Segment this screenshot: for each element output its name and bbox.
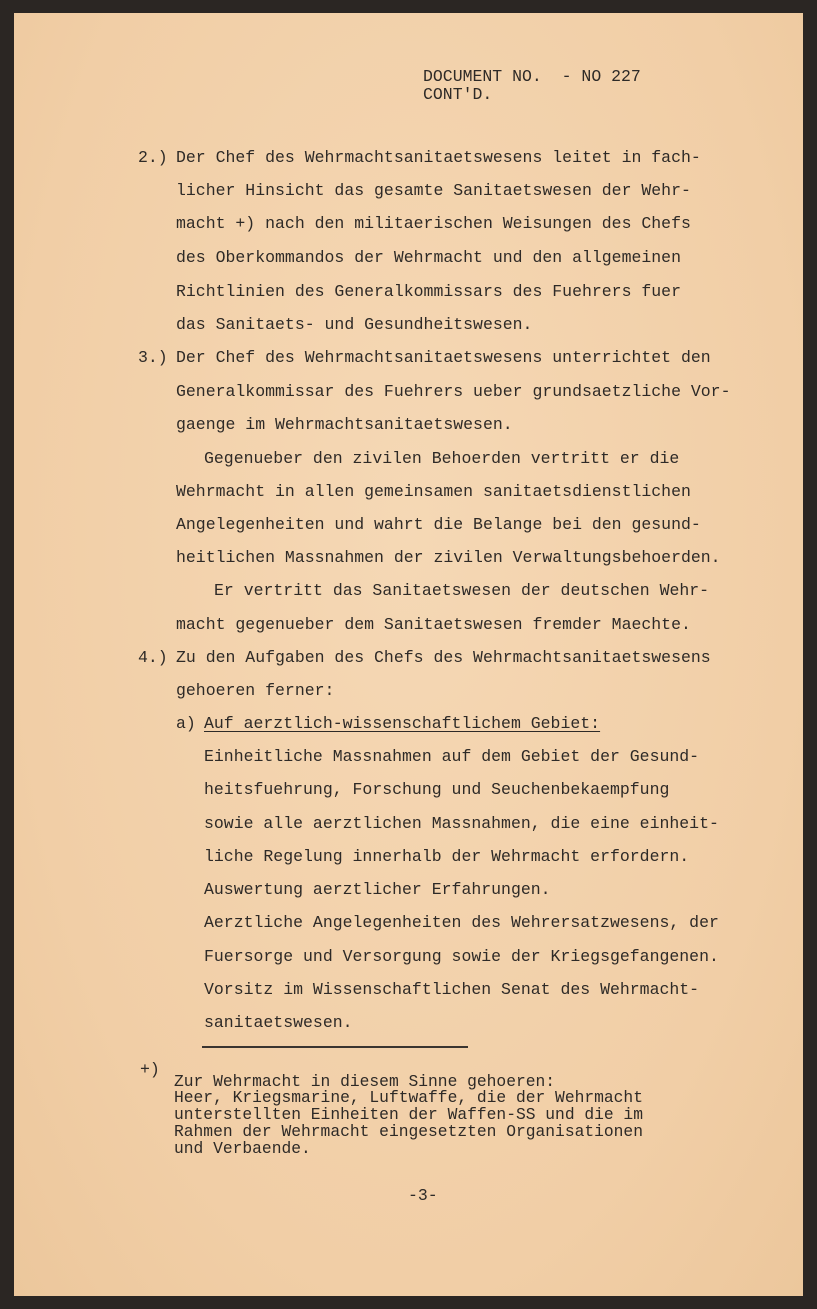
text-line: Der Chef des Wehrmachtsanitaetswesens leitet in fach-: [176, 148, 701, 167]
subsection-heading: Auf aerztlich-wissenschaftlichem Gebiet:: [204, 714, 601, 733]
text-line: macht gegenueber dem Sanitaetswesen fremder Maechte.: [176, 615, 691, 634]
footnote-divider: [202, 1046, 468, 1048]
page-number: -3-: [408, 1186, 438, 1205]
text-line: Er vertritt das Sanitaetswesen der deutschen Wehr-: [214, 581, 710, 600]
subsection-label: a): [176, 714, 196, 733]
text-line: gaenge im Wehrmachtsanitaetswesen.: [176, 415, 513, 434]
footnote-line: unterstellten Einheiten der Waffen-SS und die im: [174, 1105, 643, 1124]
text-line: gehoeren ferner:: [176, 681, 335, 700]
text-line: liche Regelung innerhalb der Wehrmacht erfordern.: [204, 847, 690, 866]
text-line: Gegenueber den zivilen Behoerden vertritt er die: [204, 449, 680, 468]
section-number: 4.): [138, 648, 168, 667]
footnote-line: Heer, Kriegsmarine, Luftwaffe, die der Wehrmacht: [174, 1088, 643, 1107]
text-line: sowie alle aerztlichen Massnahmen, die eine einheit-: [204, 814, 719, 833]
text-line: licher Hinsicht das gesamte Sanitaetswesen der Wehr-: [176, 181, 691, 200]
text-line: Richtlinien des Generalkommissars des Fuehrers fuer: [176, 282, 681, 301]
text-line: Generalkommissar des Fuehrers ueber grundsaetzliche Vor-: [176, 382, 731, 401]
footnote-mark: +): [140, 1060, 160, 1079]
text-line: Einheitliche Massnahmen auf dem Gebiet der Gesund-: [204, 747, 700, 766]
continued-label: CONT'D.: [423, 85, 493, 104]
text-line: das Sanitaets- und Gesundheitswesen.: [176, 315, 533, 334]
footnote-line: Zur Wehrmacht in diesem Sinne gehoeren:: [174, 1072, 556, 1091]
text-line: Der Chef des Wehrmachtsanitaetswesens unterrichtet den: [176, 348, 711, 367]
text-line: Auswertung aerztlicher Erfahrungen.: [204, 880, 551, 899]
text-line: Fuersorge und Versorgung sowie der Kriegsgefangenen.: [204, 947, 719, 966]
section-number: 2.): [138, 148, 168, 167]
document-number: DOCUMENT NO. - NO 227: [423, 67, 641, 86]
text-line: sanitaetswesen.: [204, 1013, 353, 1032]
text-line: Angelegenheiten und wahrt die Belange bei den gesund-: [176, 515, 701, 534]
section-number: 3.): [138, 348, 168, 367]
text-line: Zu den Aufgaben des Chefs des Wehrmachtsanitaetswesens: [176, 648, 711, 667]
text-line: Vorsitz im Wissenschaftlichen Senat des Wehrmacht-: [204, 980, 700, 999]
text-line: des Oberkommandos der Wehrmacht und den allgemeinen: [176, 248, 681, 267]
text-line: Wehrmacht in allen gemeinsamen sanitaetsdienstlichen: [176, 482, 691, 501]
text-line: macht +) nach den militaerischen Weisungen des Chefs: [176, 214, 691, 233]
footnote-line: und Verbaende.: [174, 1139, 311, 1158]
text-line: Aerztliche Angelegenheiten des Wehrersatzwesens, der: [204, 913, 719, 932]
text-line: heitlichen Massnahmen der zivilen Verwaltungsbehoerden.: [176, 548, 721, 567]
text-line: heitsfuehrung, Forschung und Seuchenbekaempfung: [204, 780, 670, 799]
footnote-line: Rahmen der Wehrmacht eingesetzten Organisationen: [174, 1122, 643, 1141]
